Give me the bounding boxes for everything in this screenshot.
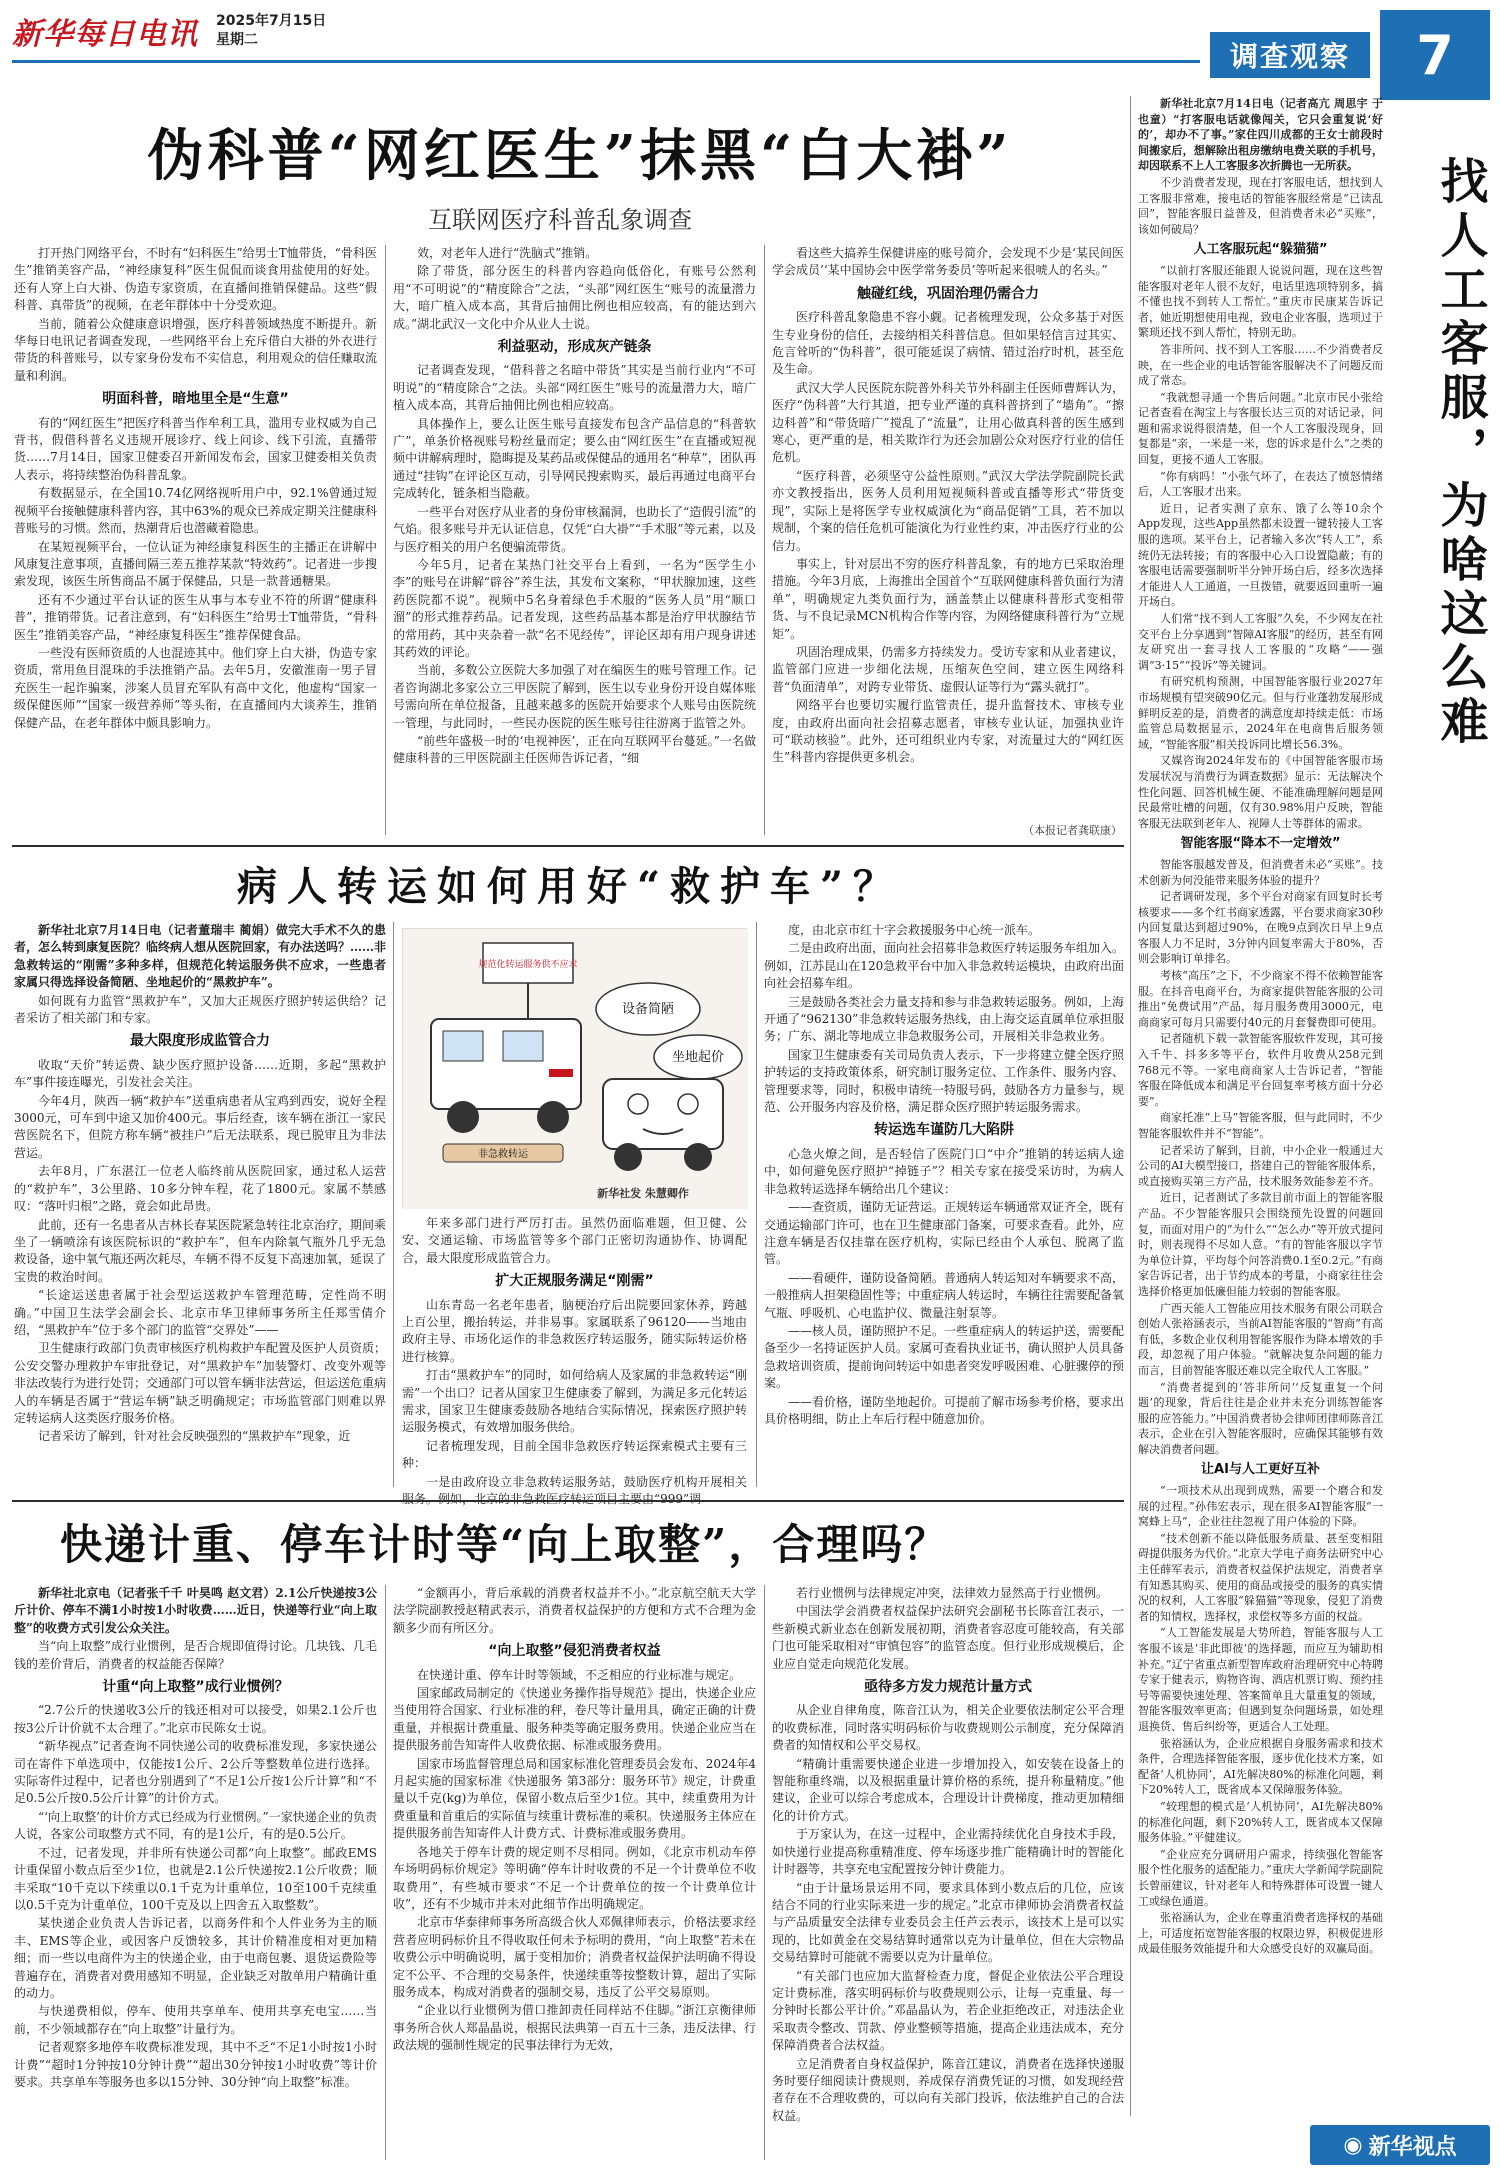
article2-section-heading: 扩大正规服务满足“刚需”: [495, 1273, 654, 1290]
paragraph: 与快递费相似，停车、使用共享单车、使用共享充电宝……当前，不少领域都存在“向上取整”计量行为。: [14, 2004, 377, 2036]
paragraph: 还有不少通过平台认证的医生从事与本专业不符的所谓“健康科普”，推销带货。记者注意到，有“妇科医生”给男士T恤带货，“骨科医生”推销美容产品，“神经康复科医生”推荐保健食品。: [14, 592, 377, 642]
paragraph: “新华视点”记者查询不同快递公司的收费标准发现，多家快递公司在寄件下单选项中，仅能按1公斤、2公斤等整数单位进行选择。实际寄件过程中，记者也分别遇到了“不足1公斤按1公斤计算”和“不足0.5公斤按0.5公斤计算”的计价方式。: [14, 1739, 377, 1806]
paragraph: 答非所问、找不到人工客服……不少消费者反映，在一些企业的电话智能客服解决不了问题反而成了常态。: [1138, 342, 1383, 388]
paragraph: 国家市场监督管理总局和国家标准化管理委员会发布、2024年4月起实施的国家标准《快递服务 第3部分：服务环节》规定，计费重量以千克(kg)为单位，保留小数点后至少1位。其中，续重费用为计费重量和首重后的实际值与续重计费标准的乘积。快递服务主体应在提供服务前告知寄件人计费方式、计费标准或服务费用。: [393, 1756, 756, 1841]
paragraph: 不过，记者发现，并非所有快递公司都“向上取整”。邮政EMS计重保留小数点后至少1位，也就是2.1公斤快递按2.1公斤收费；顺丰采取“10千克以下续重以0.1千克为计重单位，10至100千克续重以0.5千克为计重单位，100千克及以上四舍五入取整数”。: [14, 1845, 377, 1912]
date-text: 2025年7月15日: [216, 13, 327, 29]
footer-brand-text: 新华视点: [1368, 2134, 1457, 2160]
paragraph: 于万家认为，在这一过程中，企业需持续优化自身技术手段，如快递行业提高称重精准度、停车场逐步推广能精确计时的智能化计时器等，共享充电宝配置按分钟计费能力。: [772, 1827, 1124, 1877]
paragraph: 医疗科普乱象隐患不容小觑。记者梳理发现，公众多基于对医生专业身份的信任，去接纳相关科普信息。但如果轻信言过其实、危言耸听的“伪科普”，很可能延误了病情、错过治疗时机，甚至危及生命。: [772, 310, 1124, 377]
paragraph: 立足消费者自身权益保护，陈音江建议，消费者在选择快递服务时要仔细阅读计费规则，养成保存消费凭证的习惯，如发现经营者存在不合理收费的，可以向有关部门投诉，依法维护自己的合法权益。: [772, 2056, 1124, 2123]
article2-section-heading: 最大限度形成监管合力: [130, 1033, 270, 1050]
paragraph: 打开热门网络平台，不时有“妇科医生”给男士T恤带货，“骨科医生”推销美容产品，“神经康复科”医生侃侃而谈食用盐使用的好处。还有人穿上白大褂、伪造专家资质，在直播间推销保健品。这些“假科普、真带货”的视频，在老年群体中十分受欢迎。: [14, 246, 377, 313]
paragraph: 山东青岛一名老年患者，脑梗治疗后出院要回家休养，跨越上百公里，搬抬转运，并非易事。家属联系了96120——当地由政府主导、市场化运作的非急救医疗转运服务，随实际转运价格进行核算。: [402, 1297, 747, 1364]
paragraph: 当前，多数公立医院大多加强了对在编医生的账号管理工作。记者咨询湖北多家公立三甲医院了解到，医生以专业身份开设自媒体账号需向所在单位报备，且越来越多的医院开始要求个人账号由医院统一管理，与此同时，一些民办医院的医生账号往往游离于监管之外。: [393, 663, 756, 730]
masthead: [12, 6, 1132, 56]
paragraph: 当“向上取整”成行业惯例，是否合规即值得讨论。几块钱、几毛钱的差价背后，消费者的权益能否保障？: [14, 1639, 377, 1671]
paragraph: 如何既有力监管“黑救护车”，又加大正规医疗照护转运供给？记者采访了相关部门和专家。: [14, 993, 386, 1026]
paragraph: “我就想寻通一个售后问题。”北京市民小张给记者查看在淘宝上与客服长达三页的对话记录，问题和需求说得很清楚，但一个人工客服没现身，回复都是“亲，一米是一米，您的诉求是什么”之类的回复，更接不通人工客服。: [1138, 390, 1383, 467]
masthead-rule: [12, 60, 1200, 63]
paragraph: 不少消费者发现，现在打客服电话，想找到人工客服非常难，接电话的智能客服经常是“已读乱回”，智能客服日益普及，但消费者未必“买账”，该如何破局？: [1138, 175, 1383, 236]
paragraph: 中国法学会消费者权益保护法研究会副秘书长陈音江表示，一些新模式新业态在创新发展初期，消费者容忍度可能较高，有关部门也可能采取相对“审慎包容”的监管态度。但行业形成规模后，企业应自觉走向规范化发展。: [772, 1604, 1124, 1671]
paragraph: “2.7公斤的快递收3公斤的钱还相对可以接受，如果2.1公斤也按3公斤计价就不太合理了。”北京市民陈女士说。: [14, 1703, 377, 1735]
paragraph: “金额再小，背后承载的消费者权益并不小。”北京航空航天大学法学院副教授赵精武表示，消费者权益保护的方便和方式不合理为金额多少而有所区分。: [393, 1586, 756, 1635]
paragraph: 巩固治理成果，仍需多方持续发力。受访专家和从业者建议，监管部门应进一步细化法规，压缩灰色空间，建立医生网络科普“负面清单”，对跨专业带货、虚假认证等行为“露头就打”。: [772, 644, 1124, 694]
article3-headline: 快递计重、停车计时等“向上取整”，合理吗？: [60, 1520, 949, 1569]
paragraph: 记者梳理发现，目前全国非急救医疗转运探索模式主要有三种：: [402, 1438, 747, 1471]
paragraph: 具体操作上，要么让医生账号直接发布包含产品信息的“科普软广”，单条价格视账号粉丝量而定；要么由“网红医生”在直播或短视频中讲解病理时，隐晦提及某药品或保健品的通用名“种草”，团队再通过“挂钩”在评论区互动，引导网民搜索购买，最后再通过电商平台完成转化，链条相当隐蔽。: [393, 416, 756, 501]
paragraph: “‘向上取整’的计价方式已经成为行业惯例。”一家快递企业的负责人说，各家公司取整方式不同，有的是1公斤，有的是0.5公斤。: [14, 1809, 377, 1842]
article3-col1: [14, 1585, 377, 2160]
paragraph: 一些没有医师资质的人也混迹其中。他们穿上白大褂，伪造专家资质，常用鱼目混珠的手法推销产品。去年5月，安徽淮南一男子冒充医生一起诈骗案，涉案人员冒充军队有高中文化，他虚构“国家一级保健医师”“国家一级营养师”等头衔，在直播间内大谈养生，推销保健产品，在老年群体中颇具影响力。: [14, 645, 377, 730]
paragraph: 又媒咨询2024年发布的《中国智能客服市场发展状况与消费行为调查数据》显示：无法解决个性化问题、回答机械生硬、不能准确理解问题是网民最常吐槽的问题，仅有30.98%用户反映，智能客服无法联到老年人、视障人士等群体的需求。: [1138, 754, 1383, 830]
paragraph: “技术创新不能以降低服务质量、甚至变相阻碍提供服务为代价。”北京大学电子商务法研究中心主任薛军表示，消费者权益保护法规定，消费者享有知悉其购买、使用的商品或接受的服务的真实情况的权利，人工客服“躲猫猫”等现象，侵犯了消费者的知情权，选择权，求偿权等多方面的权益。: [1138, 1531, 1383, 1623]
column-divider-right: [1130, 96, 1131, 2116]
illustration-label-device: 设备简陋: [621, 1002, 675, 1017]
paragraph: 武汉大学人民医院东院普外科关节外科副主任医师曹辉认为，医疗“伪科普”大行其道，把专业严谨的真科普挤到了“墙角”。“擦边科普”和“带货暗广”搅乱了“流量”，让用心做真科普的医生感到寒心，更严重的是，相关欺诈行为还会加剧公众对医疗行业的信任危机。: [772, 380, 1124, 465]
paragraph: ——核人员，谨防照护不足。一些重症病人的转运护送，需要配备至少一名持证医护人员。家属可查看执业证书，确认照护人员具备急救培训资质，提前询问转运中如患者突发呼吸困难、心脏骤停的预案。: [764, 1323, 1125, 1391]
paragraph: ——看价格，谨防坐地起价。可提前了解市场参考价格，要求出具价格明细，防止上车后行程中随意加价。: [764, 1394, 1125, 1426]
article2-section-heading: 转运选车谨防几大陷阱: [874, 1122, 1014, 1139]
article2-headline: 病人转运如何用好“救护车”？: [236, 863, 903, 910]
paragraph: 年来多部门进行严厉打击。虽然仍面临难题，但卫健、公安、交通运输、市场监管等多个部门正密切沟通协作、协调配合，最大限度形成监管合力。: [402, 1216, 747, 1265]
paragraph: 二是由政府出面，面向社会招募非急救医疗转运服务车组加入。例如，江苏昆山在120急救平台中加入非急救转运模块，由政府出面向社会招募车组。: [764, 941, 1125, 991]
paragraph: 智能客服越发普及，但消费者未必“买账”。技术创新为何没能带来服务体验的提升？: [1138, 857, 1383, 887]
paragraph: 事实上，针对层出不穷的医疗科普乱象，有的地方已采取治理措施。今年3月底，上海推出全国首个“互联网健康科普负面行为清单”，明确规定九类负面行为，涵盖禁止以健康科普形式变相带货、与不良记录MCN机构合作等内容，为网络健康科普行为“立规矩”。: [772, 556, 1124, 641]
paragraph: “消费者提到的‘答非所问’‘反复重复一个问题’的现象，背后往往是企业并未充分训练智能客服的应答能力。”中国消费者协会律师团律师陈音江表示，企业在引入智能客服时，应确保其能够有效解决消费者问题。: [1138, 1380, 1383, 1456]
paragraph: 记者采访了解到，针对社会反映强烈的“黑救护车”现象，近: [38, 1429, 351, 1444]
paragraph: 此前，还有一名患者从吉林长春某医院紧急转往北京治疗，期间乘坐了一辆喷涂有该医院标识的“救护车”，但车内除氧气瓶外几乎无急救设备，途中氧气瓶还两次耗尽，车辆不得不反复下高速加氧，延误了宝贵的救治时间。: [14, 1217, 387, 1284]
illustration-sign: 规范化转运服务供不应求: [478, 960, 578, 970]
paragraph: 收取“天价”转运费、缺少医疗照护设备……近期，多起“黑救护车”事件接连曝光，引发社会关注。: [14, 1057, 386, 1090]
paragraph: 记者调研发现，多个平台对商家有回复时长考核要求——多个红书商家透露，平台要求商家30秒内回复量达到超过90%，在晚9点到次日早上9点客服人力不足时，3分钟内回复率需大于80%，否则会影响订单排名。: [1138, 890, 1383, 966]
paragraph: “精确计重需要快递企业进一步增加投入，如安装在设备上的智能称重终端，以及根据重量计算价格的系统，提升称量精度。”他建议，企业可以综合考虑成本，合理设计计费梯度，推动更加精细化的计价方式。: [772, 1756, 1124, 1823]
article1-subhead: 互联网医疗科普乱象调查: [428, 206, 692, 234]
paragraph: 有的“网红医生”把医疗科普当作牟利工具，滥用专业权威为自己背书，假借科普名义违规开展诊疗、线上问诊、线下引流，直播带货……7月14日，国家卫健委召开新闻发布会，国家卫健委相关负责人表示，将持续整治伪科普乱象。: [14, 415, 377, 482]
paragraph: 一些平台对医疗从业者的身份审核漏洞，也助长了“造假引流”的气焰。很多账号并无认证信息，仅凭“白大褂”“手术服”等元素，以及与医疗相关的用户名便骗流带货。: [393, 504, 756, 554]
article4-column: [1138, 96, 1383, 2116]
paragraph: 国家邮政局制定的《快递业务操作指导规范》提出，快递企业应当使用符合国家、行业标准的秤，卷尺等计量用具，确定正确的计费重量，并根据计费重量、服务种类等确定服务费用。快递企业应当在提供服务前告知寄件人收费依据、标准或服务费用。: [393, 1686, 756, 1753]
paragraph: 看这些大搞养生保健讲座的账号简介，会发现不少是‘某民间医学会成员’‘某中国协会中医学常务委员’等听起来很唬人的名头。”: [772, 246, 1124, 278]
paragraph: 国家卫生健康委有关司局负责人表示，下一步将建立健全医疗照护转运的支持政策体系，研究制订服务定位、工作条件、服务内容、管理要求等，同时，积极申请统一特服号码，鼓励各方力量参与，规范、公开服务内容及价格，满足群众医疗照护转运服务需求。: [764, 1047, 1125, 1115]
paragraph: 新华社北京电（记者张千千 叶昊鸣 赵文君）2.1公斤快递按3公斤计价、停车不满1小时按1小时收费……近日，快递等行业“向上取整”的收费方式引发公众关注。: [14, 1586, 377, 1635]
weekday-text: 星期二: [216, 32, 258, 48]
paragraph: “企业以行业惯例为借口推卸责任同样站不住脚。”浙江京衡律师事务所合伙人郑晶晶说，根据民法典第一百五十三条，违反法律、行政法规的强制性规定的民事法律行为无效，: [393, 2003, 756, 2053]
article2-col3: [764, 922, 1124, 1492]
article3-section-heading: “向上取整”侵犯消费者权益: [488, 1643, 661, 1660]
article1-section-heading: 明面科普，暗地里全是“生意”: [102, 391, 289, 408]
paragraph: 新华社北京7月14日电（记者高亢 周思宇 于也童）“打客服电话就像闯关，它只会重复说‘好的’，却办不了事。”家住四川成都的王女士前段时间搬家后，想解除出租房缴纳电费关联的手机号，却因联系不上人工客服多次折腾也一无所获。: [1138, 97, 1383, 173]
paragraph: 打击“黑救护车”的同时，如何给病人及家属的非急救转运“刚需”一个出口？记者从国家卫生健康委了解到，为满足多元化转运需求，国家卫生健康委鼓励各地结合实际情况，探索医疗照护转运服务模式，有效增加服务供给。: [402, 1368, 747, 1435]
paragraph: 度，由北京市红十字会救援服务中心统一派车。: [788, 923, 1041, 937]
article1-section-heading: 利益驱动，形成灰产链条: [497, 339, 652, 356]
paragraph: 除了带货，部分医生的科普内容趋向低俗化，有账号公然利用“不可明说”的“精度除合”之法，“头部”网红医生“账号的流量潜力大，暗广植入成本高，其背后抽佣比例也相应较高，有的能达到六成。”湖北武汉一文化中介从业人士说。: [393, 264, 756, 331]
paragraph: “由于计量场景运用不同，要求具体到小数点后的几位，应该结合不同的行业实际来进一步的规定。”北京市律师协会消费者权益与产品质量安全法律专业委员会主任芦云表示，该技术上是可以实现的，比如黄金在交易结算时通常以克为计量单位，但在大宗物品交易结算时可能就不需要以克为计量单位。: [772, 1880, 1124, 1965]
page-number: 7: [1380, 10, 1490, 100]
paragraph: ——看硬件，谨防设备简陋。普通病人转运知对车辆要求不高，一般推病人担架稳固性等；中重症病人转运时，车辆往往需要配备氧气瓶、呼吸机、心电监护仪、微量注射泵等。: [764, 1270, 1125, 1320]
paragraph: “前些年盛极一时的‘电视神医’，正在向互联网平台蔓延。”一名做健康科普的三甲医院副主任医师告诉记者，“细: [393, 733, 756, 766]
article4-headline: 找人工客服，为啥这么难: [1432, 156, 1488, 750]
article4-section-heading: 人工客服玩起“躲猫猫”: [1193, 242, 1328, 258]
article2-col1: [14, 922, 386, 1492]
paragraph: 一是由政府设立非急救转运服务站，鼓励医疗机构开展相关服务。例如，北京的非急救医疗转运项目主要由“999”调: [402, 1474, 747, 1507]
article1-col2: [393, 245, 756, 840]
paragraph: 记者采访了解到，目前，中小企业一般通过大公司的AI大模型接口，搭建自己的智能客服体系，或直接购买第三方产品，技术服务效能参差不齐。: [1138, 1143, 1383, 1188]
paragraph: 某快递企业负责人告诉记者，以商务件和个人件业务为主的顺丰、EMS等企业，或因客户反馈较多，其计价精准度相对更加精细；而一些以电商件为主的快递企业，由于电商包裹、退货运费险等普遍存在，消费者对费用感知不明显，企业缺乏对散单用户精确计重的动力。: [14, 1916, 377, 2000]
paragraph: 考核“高压”之下，不少商家不得不依赖智能客服。在抖音电商平台，为商家提供智能客服的公司推出“免费试用”产品，每月服务费用3000元，电商商家可每月只需要付40元的月套餐费即可使用。: [1138, 969, 1383, 1029]
illustration-label-price: 坐地起价: [671, 1050, 725, 1065]
ambulance-illustration: [402, 928, 747, 1208]
paragraph: 广西天能人工智能应用技术服务有限公司联合创始人张裕涵表示，当前AI智能客服的“智商”有高有低，多数企业仅利用智能客服作为降本增效的手段，却忽视了用户体验。“就解决复杂问题的能力而言，目前智能客服还难以完全取代人工客服。”: [1138, 1301, 1383, 1377]
paragraph: “人工智能发展是大势所趋，智能客服与人工客服不该是‘非此即彼’的选择题，而应互为辅助相补充。”辽宁省重点新型智库政府治理研究中心特聘专家于健表示，购物咨询、酒店机票订购、预约挂号等需要快速处理、答案简单且大量重复的领域，智能客服效率更高；但遇到复杂问题场景，如处理退换货、售后纠纷等，更适合人工处理。: [1138, 1626, 1383, 1733]
paragraph: 记者随机下载一款智能客服软件发现，其可接入千牛、抖多多等平台，软件月收费从258元到768元不等。一家电商商家人士告诉记者，“智能客服在降低成本和满足平台回复率考核方面十分必要”。: [1138, 1032, 1383, 1108]
paragraph: ——查资质，谨防无证营运。正规转运车辆通常双证齐全，既有交通运输部门许可，也在卫生健康部门备案，可要求查看。此外，应注意车辆是否仅挂靠在医疗机构，实际已经由个人承包、脱离了监管。: [764, 1200, 1125, 1267]
paragraph: 去年8月，广东湛江一位老人临终前从医院回家，通过私人运营的“救护车”，3公里路、10多分钟车程，花了1800元。家属不禁感叹：“落叶归根”之路，竟会如此昂贵。: [14, 1164, 386, 1214]
paragraph: 网络平台也要切实履行监管责任，提升监督技术、审核专业度，由政府出面向社会招募志愿者，审核专业认证，加强执业许可“联动核验”。此外，还可组织业内专家，对流量过大的“网红医生”科普内容提供更多机会。: [772, 698, 1124, 765]
paragraph: 各地关于停车计费的规定则不尽相同。例如，《北京市机动车停车场明码标价规定》等明确“停车计时收费的不足一个计费单位不收取费用”，有些城市要求“不足一个计费单位的按一个计费单位计收”，还有不少城市并未对此细节作出明确规定。: [393, 1844, 756, 1911]
paragraph: 近日，记者测试了多款目前市面上的智能客服产品。不少智能客服只会围绕预先设置的问题回复，而面对用户的“为什么”“怎么办”等开放式提问时，则表现得不尽如人意。“有的智能客服以字节为单位计算，平均每个问答消费0.1至0.2元。”有商家告诉记者，出于节约成本的考量，小商家往往会选择价格更加低廉但能力较弱的智能客服。: [1138, 1191, 1383, 1298]
paragraph: 当前，随着公众健康意识增强，医疗科普领域热度不断提升。新华每日电讯记者调查发现，一些网络平台上充斥借白大褂的外衣进行带货的科普账号，以专家身份发布不实信息，利用观众的信任赚取流量和利润。: [14, 316, 377, 383]
illustration-credit: 新华社发 朱慧卿作: [597, 1187, 689, 1200]
article3-section-heading: 计重“向上取整”成行业惯例？: [102, 1679, 289, 1696]
illustration-label-car: 非急救转运: [478, 1149, 528, 1160]
xinhua-viewpoint-logo: [1310, 2125, 1490, 2165]
article1-col1: [14, 245, 377, 840]
paragraph: “你有病吗！”小张气坏了，在表达了愤怒情绪后，人工客服才出来。: [1138, 469, 1383, 499]
paragraph: 有数据显示，在全国10.74亿网络视听用户中，92.1%曾通过短视频平台接触健康科普内容，其中63%的观众已养成定期关注健康科普账号的习惯。然而，热潮背后也潜藏着隐患。: [14, 486, 377, 536]
paragraph: 张裕涵认为，企业应根据自身服务需求和技术条件，合理选择智能客服，逐步优化技术方案，如配备‘人机协同’，AI先解决80%的标准化问题，剩下20%转人工，既省成本又保障服务体验。: [1138, 1736, 1383, 1797]
paragraph: 有研究机构预测，中国智能客服行业2027年市场规模有望突破90亿元。但与行业蓬勃发展形成鲜明反差的是，消费者的满意度却持续走低：市场监管总局数据显示，2024年在电商售后服务领域，“智能客服”相关投诉同比增长56.3%。: [1138, 675, 1383, 751]
paragraph: 心急火燎之间，是否轻信了医院门口“中介”推销的转运病人途中，如何避免医疗照护“掉链子”？相关专家在接受采访时，为病人非急救转运选择车辆给出几个建议：: [764, 1146, 1124, 1196]
newspaper-logo: 新华每日电讯: [12, 17, 198, 52]
section-label: 调查观察: [1210, 32, 1370, 78]
paragraph: “较理想的模式是‘人机协同’，AI先解决80%的标准化问题，剩下20%转人工，既省成本又保障服务体验。”平健建议。: [1138, 1799, 1383, 1845]
article3-col3: [772, 1585, 1124, 2160]
paragraph: 新华社北京7月14日电（记者董瑞丰 蔺娟）做完大手术不久的患者，怎么转到康复医院？临终病人想从医院回家，有办法送吗？……非急救转运的“刚需”多种多样，但规范化转运服务供不应求，一些患者家属只得选择设备简陋、坐地起价的“黑救护车”。: [14, 923, 387, 990]
paragraph: 北京市华泰律师事务所高级合伙人邓佩律师表示，价格法要求经营者应明码标价且不得收取任何未予标明的费用，“向上取整”若未在收费公示中明确说明，属于变相加价；消费者权益保护法明确不得设定不公平、不合理的交易条件，快递续重等按整数计算，超出了实际服务成本，构成对消费者的强制交易，违反了公平交易原则。: [393, 1915, 756, 1999]
illustration-svg: [403, 929, 748, 1209]
issue-date: [216, 12, 326, 50]
paragraph: 若行业惯例与法律规定冲突，法律效力显然高于行业惯例。: [796, 1586, 1109, 1600]
article3-col2: [393, 1585, 756, 2160]
article1-section-heading: 触碰红线，巩固治理仍需合力: [857, 285, 1039, 302]
paragraph: 记者观察多地停车收费标准发现，其中不乏“不足1小时按1小时计费”“超时1分钟按10分钟计费”“超出30分钟按1小时收费”等计价要求。共享单车等服务也多以15分钟、30分钟“向上取整”标准。: [14, 2040, 377, 2089]
paragraph: 商家托准“上马”智能客服，但与此同时，不少智能客服软件并不“智能”。: [1138, 1111, 1383, 1140]
article1-col3: [772, 245, 1124, 823]
paragraph: “医疗科普，必须坚守公益性原则。”武汉大学法学院副院长武亦文教授指出，医务人员利用短视频科普或直播等形式“带货变现”，实际上是将医学专业权威演化为“商品促销”工具，若不加以规制，个案的信任危机可能演化为行业性约束，冲击医疗行业的公信力。: [772, 468, 1124, 553]
paragraph: 在某短视频平台，一位认证为神经康复科医生的主播正在讲解中风康复注意事项，直播间隔三差五推荐某款“特效药”。记者进一步搜索发现，该医生所售商品不属于保健品，只是一款普通糖果。: [14, 539, 377, 589]
paragraph: 三是鼓励各类社会力量支持和参与非急救转运服务。例如，上海开通了“962130”非急救转运服务热线，由上海交运直属单位承担服务；广东、湖北等地成立非急救服务公司，开展相关非急救业务。: [764, 994, 1125, 1044]
paragraph: “以前打客服还能跟人说说问题，现在这些智能客服对老年人很不友好，电话里选项特别多，搞不懂也找不到转人工帮忙。”重庆市民康某告诉记者，她近期想使用电视，致电企业客服，选项过于繁琐还找不到人帮忙，特别无助。: [1138, 263, 1383, 340]
article3-section-heading: 亟待多方发力规范计量方式: [864, 1679, 1032, 1696]
paragraph: 在快递计重、停车计时等领域，不乏相应的行业标准与规定。: [417, 1667, 742, 1682]
paragraph: 卫生健康行政部门负责审核医疗机构救护车配置及医护人员资质；公安交警办理救护车审批登记，对“黑救护车”加装警灯、改变外观等非法改装行为进行处罚；交通部门可以管车辆非法营运，但运送危重病人的车辆是否属于“营运车辆”缺乏明确规定；市场监管部门则难以界定转运病人这类医疗服务价格。: [14, 1341, 387, 1425]
article1-headline: 伪科普“网红医生”抹黑“白大褂”: [147, 123, 1013, 189]
camera-icon: ◉: [1343, 2132, 1363, 2158]
paragraph: “一项技术从出现到成熟，需要一个磨合和发展的过程。”孙伟宏表示，现在很多AI智能客服“一窝蜂上马”，企业往往忽视了用户体验的下降。: [1138, 1484, 1383, 1529]
paragraph: 张裕涵认为，企业在尊重消费者选择权的基础上，可适度拓宽智能客服的权限边界，积极促进形成最佳服务效能提升和大众感受良好的双赢局面。: [1138, 1911, 1383, 1956]
paragraph: 从企业自律角度，陈音江认为，相关企业要依法制定公平合理的收费标准，同时落实明码标价与收费规则公示制度，充分保障消费者的知情权和公平交易权。: [772, 1703, 1124, 1753]
paragraph: 今年5月，记者在某热门社交平台上看到，一名为“医学生小李”的账号在讲解“辟谷”养生法，其发布文案称，“甲状腺加速，这些药医院都不说”。视频中5名身着绿色手术服的“医务人员”用“顺口溜”的形式推荐药品。记者发现，这些药品基本都是治疗甲状腺结节的常用药，其中夹杂着一款“名不见经传”，评论区却有用户现身讲述其药效的评论。: [393, 557, 756, 659]
paragraph: “长途运送患者属于社会型运送救护车管理范畴，定性尚不明确。”中国卫生法学会副会长、北京市华卫律师事务所主任郑雪倩介绍，“黑救护车”位于多个部门的监管“交界处”——: [14, 1288, 386, 1337]
article4-section-heading: 智能客服“降本不一定增效”: [1180, 836, 1341, 852]
paragraph: 近日，记者实测了京东、饿了么等10余个App发现，这些App虽然都未设置一键转接人工客服的选项。某平台上，记者输入多次“转人工”，系统仍无法转接；有的客服中心入口设置隐蔽；有的客服电话需要强制听半分钟开场白后，经多次选择才能进人人工通道，一旦拨错，就要返回重听一遍开场白。: [1138, 501, 1383, 609]
article1-byline: （本报记者龚联康）: [1023, 824, 1122, 837]
paragraph: “有关部门也应加大监督检查力度，督促企业依法公平合理设定计费标准，落实明码标价与收费规则公示，让每一克重量、每一分钟时长都公平计价。”邓晶晶认为，若企业拒绝改正，对违法企业采取责令整改、罚款、停业整顿等措施，提高企业违法成本，充分保障消费者合法权益。: [772, 1968, 1124, 2053]
paragraph: 今年4月，陕西一辆“救护车”送重病患者从宝鸡到西安，说好全程3000元，可车到中途又加价400元。事后经查，该车辆在浙江一家民营医院名下，但院方称车辆“被挂户”后无法联系，现已脱审且为非法营运。: [14, 1093, 386, 1160]
article4-section-heading: 让AI与人工更好互补: [1201, 1462, 1320, 1478]
paragraph: 效，对老年人进行“洗脑式”推销。: [417, 246, 598, 260]
paragraph: 记者调查发现，“借科普之名暗中带货”其实是当前行业内“不可明说”的“精度除合”之法。头部“网红医生”账号的流量潜力大，暗广植入成本高，其背后抽佣比例也相应较高。: [393, 363, 756, 413]
article2-col2: [402, 1215, 747, 1507]
paragraph: “企业应充分调研用户需求，持续强化智能客服个性化服务的适配能力。”重庆大学新闻学院副院长曾丽建议，针对老年人和特殊群体可设置一键人工或绿色通道。: [1138, 1847, 1383, 1908]
paragraph: 人们常“找不到人工客服”久矣，不少网友在社交平台上分享遇到“智障AI客服”的经历，甚至有网友研究出一套寻找人工客服的“攻略”——强调“3·15”“投诉”等关键词。: [1138, 612, 1383, 672]
